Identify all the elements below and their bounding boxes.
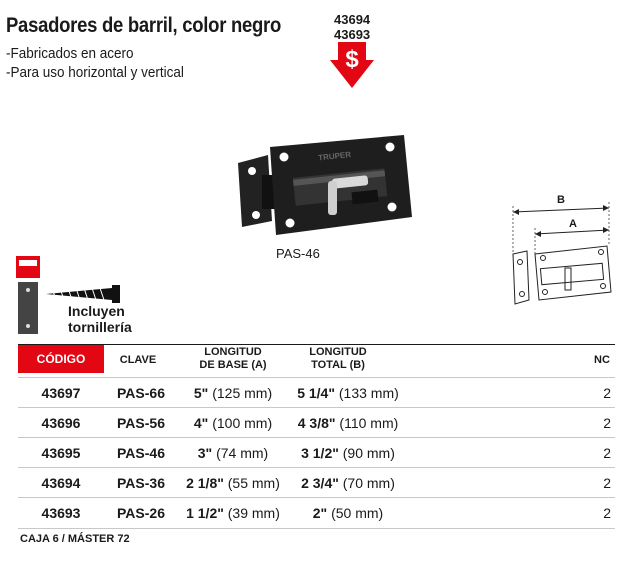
- brand-text: TRUPER: [317, 150, 352, 163]
- table-row: [18, 407, 615, 438]
- cell-total: [288, 385, 408, 401]
- base-inches: 5": [193, 385, 209, 401]
- header-total: [288, 346, 388, 372]
- cell-clave: PAS-66: [117, 385, 165, 401]
- cell-clave: PAS-56: [117, 415, 165, 431]
- cell-total: [288, 445, 408, 461]
- cell-nc: 2: [603, 505, 611, 521]
- price-arrow-icon: [330, 42, 374, 88]
- total-inches: 5 1/4": [297, 385, 335, 401]
- base-mm: (74 mm): [216, 445, 269, 461]
- header-nc: NC: [594, 354, 610, 366]
- dimension-b-label: B: [557, 194, 565, 206]
- cell-nc: 2: [603, 385, 611, 401]
- total-mm: (90 mm): [342, 445, 395, 461]
- total-mm: (133 mm): [338, 385, 399, 401]
- cell-nc: 2: [603, 445, 611, 461]
- cell-codigo: 43696: [41, 415, 81, 431]
- header-clave: CLAVE: [119, 354, 157, 366]
- cell-codigo: 43697: [41, 385, 81, 401]
- header-base: [178, 346, 288, 372]
- table-bottom-rule: [18, 528, 615, 529]
- cell-base: [178, 385, 288, 401]
- base-mm: (55 mm): [227, 475, 280, 491]
- cell-codigo: 43695: [41, 445, 81, 461]
- table-row: [18, 437, 615, 468]
- header-codigo: CÓDIGO: [18, 345, 104, 373]
- price-symbol: $: [345, 46, 359, 73]
- total-inches: 3 1/2": [301, 445, 339, 461]
- cell-clave: PAS-26: [117, 505, 165, 521]
- includes-line-2: tornillería: [68, 319, 132, 335]
- header-total-line1: LONGITUD: [309, 346, 367, 358]
- cell-codigo: 43694: [41, 475, 81, 491]
- feature-2: -Para uso horizontal y vertical: [6, 64, 184, 81]
- product-label: PAS-46: [276, 246, 320, 261]
- page-title: Pasadores de barril, color negro: [6, 14, 282, 37]
- cell-total: [288, 505, 408, 521]
- table-row: [18, 497, 615, 528]
- header-base-line1: LONGITUD: [204, 346, 262, 358]
- cell-base: [178, 415, 288, 431]
- cell-base: [178, 445, 288, 461]
- includes-hardware-text: [68, 303, 132, 335]
- base-inches: 2 1/8": [186, 475, 224, 491]
- cell-total: [288, 475, 408, 491]
- cell-base: [178, 505, 288, 521]
- header-total-line2: TOTAL (B): [311, 359, 365, 371]
- header-base-line2: DE BASE (A): [199, 359, 267, 371]
- cell-clave: PAS-46: [117, 445, 165, 461]
- total-mm: (70 mm): [342, 475, 395, 491]
- cell-clave: PAS-36: [117, 475, 165, 491]
- base-inches: 3": [197, 445, 213, 461]
- base-inches: 1 1/2": [186, 505, 224, 521]
- cell-nc: 2: [603, 415, 611, 431]
- table-row: [18, 467, 615, 498]
- base-mm: (100 mm): [212, 415, 273, 431]
- packaging-note: CAJA 6 / MÁSTER 72: [20, 533, 130, 545]
- base-inches: 4": [193, 415, 209, 431]
- barrel-bolt-image: [232, 135, 412, 240]
- base-mm: (39 mm): [227, 505, 280, 521]
- includes-line-1: Incluyen: [68, 303, 125, 319]
- code-43693: 43693: [334, 27, 371, 42]
- cell-total: [288, 415, 408, 431]
- total-inches: 2 3/4": [301, 475, 339, 491]
- feature-1: -Fabricados en acero: [6, 45, 134, 62]
- table-top-rule: [18, 344, 615, 345]
- dimension-a-label: A: [569, 218, 577, 230]
- code-43694: 43694: [334, 12, 371, 27]
- base-mm: (125 mm): [212, 385, 273, 401]
- cell-nc: 2: [603, 475, 611, 491]
- dimension-diagram: [505, 196, 615, 306]
- total-mm: (50 mm): [331, 505, 384, 521]
- hardware-pack-icon: [14, 256, 44, 336]
- cell-codigo: 43693: [41, 505, 81, 521]
- total-inches: 4 3/8": [297, 415, 336, 431]
- total-inches: 2": [312, 505, 328, 521]
- table-row: [18, 377, 615, 408]
- total-mm: (110 mm): [339, 415, 399, 431]
- cell-base: [178, 475, 288, 491]
